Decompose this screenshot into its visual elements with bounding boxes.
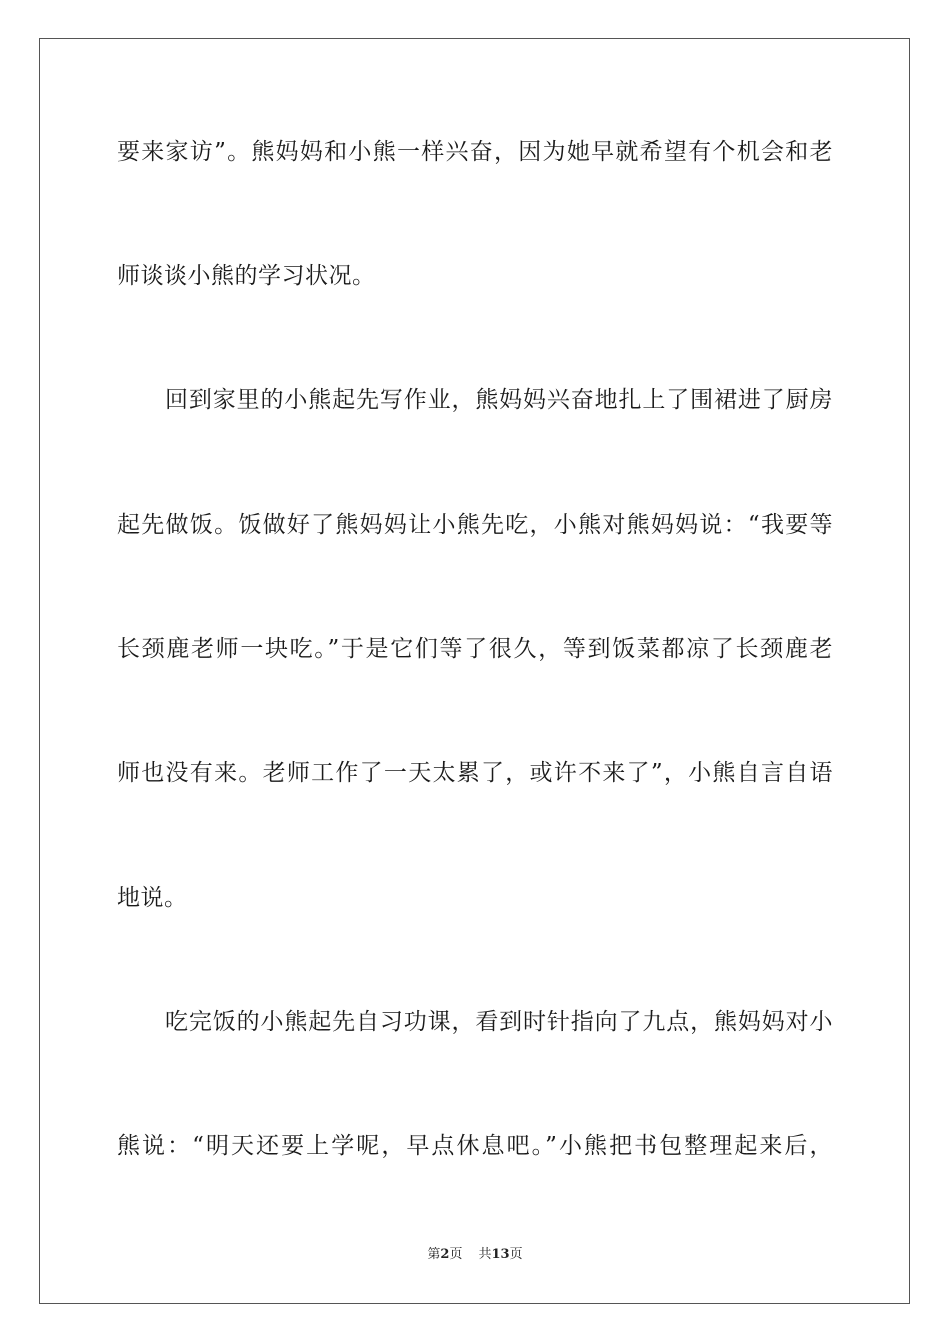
text-line-8: 吃完饭的小熊起先自习功课，看到时针指向了九点，熊妈妈对小 — [165, 1009, 833, 1035]
text-line-2: 师谈谈小熊的学习状况。 — [117, 263, 376, 289]
page-frame — [39, 38, 910, 1304]
page-footer — [0, 1246, 950, 1264]
footer-total-suffix: 页 — [509, 1247, 523, 1262]
footer-page-prefix: 第 — [427, 1247, 441, 1262]
footer-total-number: 13 — [491, 1247, 510, 1262]
footer-page-number: 2 — [440, 1247, 450, 1262]
text-line-4: 起先做饭。饭做好了熊妈妈让小熊先吃，小熊对熊妈妈说：“我要等 — [117, 512, 833, 538]
text-line-1: 要来家访”。熊妈妈和小熊一样兴奋，因为她早就希望有个机会和老 — [117, 139, 833, 165]
text-line-6: 师也没有来。老师工作了一天太累了，或许不来了”，小熊自言自语 — [117, 760, 833, 786]
text-line-5: 长颈鹿老师一块吃。”于是它们等了很久，等到饭菜都凉了长颈鹿老 — [117, 636, 833, 662]
text-line-3: 回到家里的小熊起先写作业，熊妈妈兴奋地扎上了围裙进了厨房 — [165, 387, 833, 413]
footer-total-prefix: 共 — [478, 1247, 492, 1262]
footer-page-suffix: 页 — [449, 1247, 463, 1262]
text-line-9: 熊说：“明天还要上学呢，早点休息吧。”小熊把书包整理起来后， — [117, 1133, 833, 1159]
text-line-7: 地说。 — [117, 885, 188, 911]
